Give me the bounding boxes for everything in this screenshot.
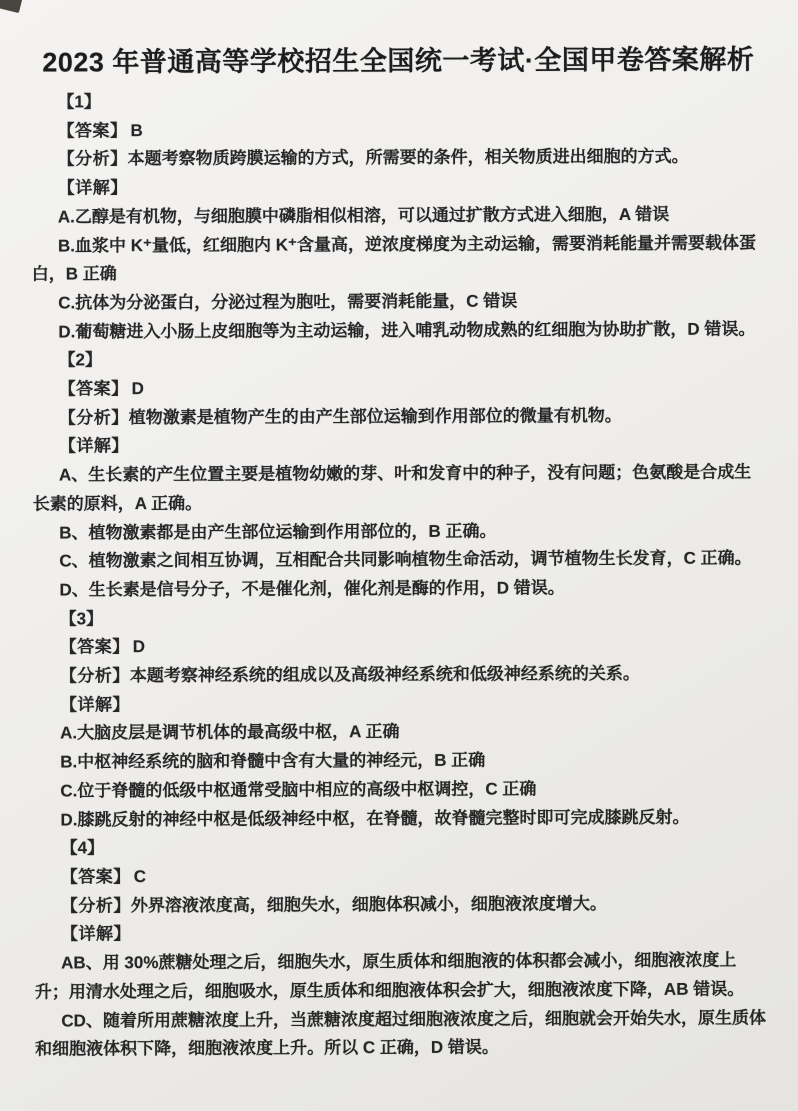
answer-label: 【答案】 (57, 120, 128, 141)
detail-option-a: A.大脑皮层是调节机体的最高级中枢，A 正确 (60, 722, 400, 743)
question-number: 【3】 (59, 608, 104, 629)
question-2-section (32, 344, 768, 606)
detail-heading (31, 172, 766, 204)
analysis-text: 植物激素是植物产生的由产生部位运输到作用部位的微量有机物。 (128, 405, 622, 427)
answer-value: C (133, 867, 147, 887)
answer-value: D (132, 637, 146, 657)
answer-value: B (130, 120, 143, 140)
detail-heading (32, 430, 767, 462)
detail-option-cd: CD、随着所用蔗糖浓度上升，当蔗糖浓度超过细胞液浓度之后，细胞就会开始失水，原生质体和细胞液体积下降，细胞液浓度上升。所以 C 正确，D 错误。 (35, 1007, 766, 1059)
detail-option-d: D.膝跳反射的神经中枢是低级神经中枢，在脊髓，故脊髓完整时即可完成膝跳反射。 (60, 807, 690, 830)
question-4-section (34, 832, 770, 1065)
answer-line (31, 114, 766, 146)
question-3-section (33, 602, 769, 835)
detail-option-a: A.乙醇是有机物，与细胞膜中磷脂相似相溶，可以通过扩散方式进入细胞，A 错误 (57, 204, 670, 227)
detail-option-d: D.葡萄糖进入小肠上皮细胞等为主动运输，进入哺乳动物成熟的红细胞为协助扩散，D 错误。 (58, 319, 756, 342)
detail-option-b: B、植物激素都是由产生部位运输到作用部位的，B 正确。 (59, 521, 497, 543)
question-1-section (31, 85, 767, 347)
analysis-line (32, 401, 767, 433)
detail-option-a: A、生长素的产生位置主要是植物幼嫩的芽、叶和发育中的种子，没有问题；色氨酸是合成生长素的原料，A 正确。 (32, 462, 752, 514)
detail-option-c: C、植物激素之间相互协调，互相配合共同影响植物生命活动，调节植物生长发育，C 正确。 (59, 548, 752, 571)
answer-label: 【答案】 (59, 637, 130, 657)
detail-option-d: D、生长素是信号分子，不是催化剂，催化剂是酶的作用，D 错误。 (59, 578, 565, 600)
detail-option-b: B.中枢神经系统的脑和脊髓中含有大量的神经元，B 正确 (60, 750, 486, 772)
question-number: 【4】 (60, 838, 105, 858)
answer-label: 【答案】 (58, 379, 129, 399)
detail-option-ab: AB、用 30%蔗糖处理之后，细胞失水，原生质体和细胞液的体积都会减小，细胞液浓度上升；用清水处理之后，细胞吸水，原生质体和细胞液体积会扩大，细胞液浓度下降，AB 错误。 (34, 950, 745, 1002)
analysis-label: 【分析】 (59, 666, 130, 686)
analysis-line (34, 889, 769, 921)
detail-option-c: C.位于脊髓的低级中枢通常受脑中相应的高级中枢调控，C 正确 (60, 779, 537, 801)
detail-option-b: B.血浆中 K⁺量低，红细胞内 K⁺含量高，逆浓度梯度为主动运输，需要消耗能量并需要载体蛋白，B 正确 (31, 232, 756, 284)
analysis-text: 本题考察物质跨膜运输的方式，所需要的条件，相关物质进出细胞的方式。 (127, 147, 689, 169)
detail-heading (35, 918, 770, 950)
answer-value: D (131, 379, 144, 399)
analysis-line (33, 659, 768, 691)
analysis-text: 本题考察神经系统的组成以及高级神经系统和低级神经系统的关系。 (129, 664, 640, 686)
answer-label: 【答案】 (60, 867, 131, 887)
answer-line (34, 860, 769, 892)
detail-label: 【详解】 (60, 924, 132, 944)
detail-label: 【详解】 (59, 694, 131, 715)
question-number: 【2】 (58, 350, 102, 370)
analysis-text: 外界溶液浓度高，细胞失水，细胞体积减小，细胞液浓度增大。 (130, 893, 607, 915)
detail-label: 【详解】 (58, 436, 129, 456)
analysis-line (31, 143, 766, 175)
detail-label: 【详解】 (57, 178, 128, 198)
analysis-label: 【分析】 (60, 895, 131, 916)
detail-option-c: C.抗体为分泌蛋白，分泌过程为胞吐，需要消耗能量，C 错误 (58, 291, 518, 313)
document-title: 2023 年普通高等学校招生全国统一考试·全国甲卷答案解析 (42, 44, 755, 78)
question-number: 【1】 (57, 92, 101, 112)
detail-heading (34, 688, 769, 720)
analysis-label: 【分析】 (57, 149, 128, 169)
answer-line (33, 631, 768, 663)
answer-line (32, 372, 767, 404)
analysis-label: 【分析】 (58, 407, 129, 428)
